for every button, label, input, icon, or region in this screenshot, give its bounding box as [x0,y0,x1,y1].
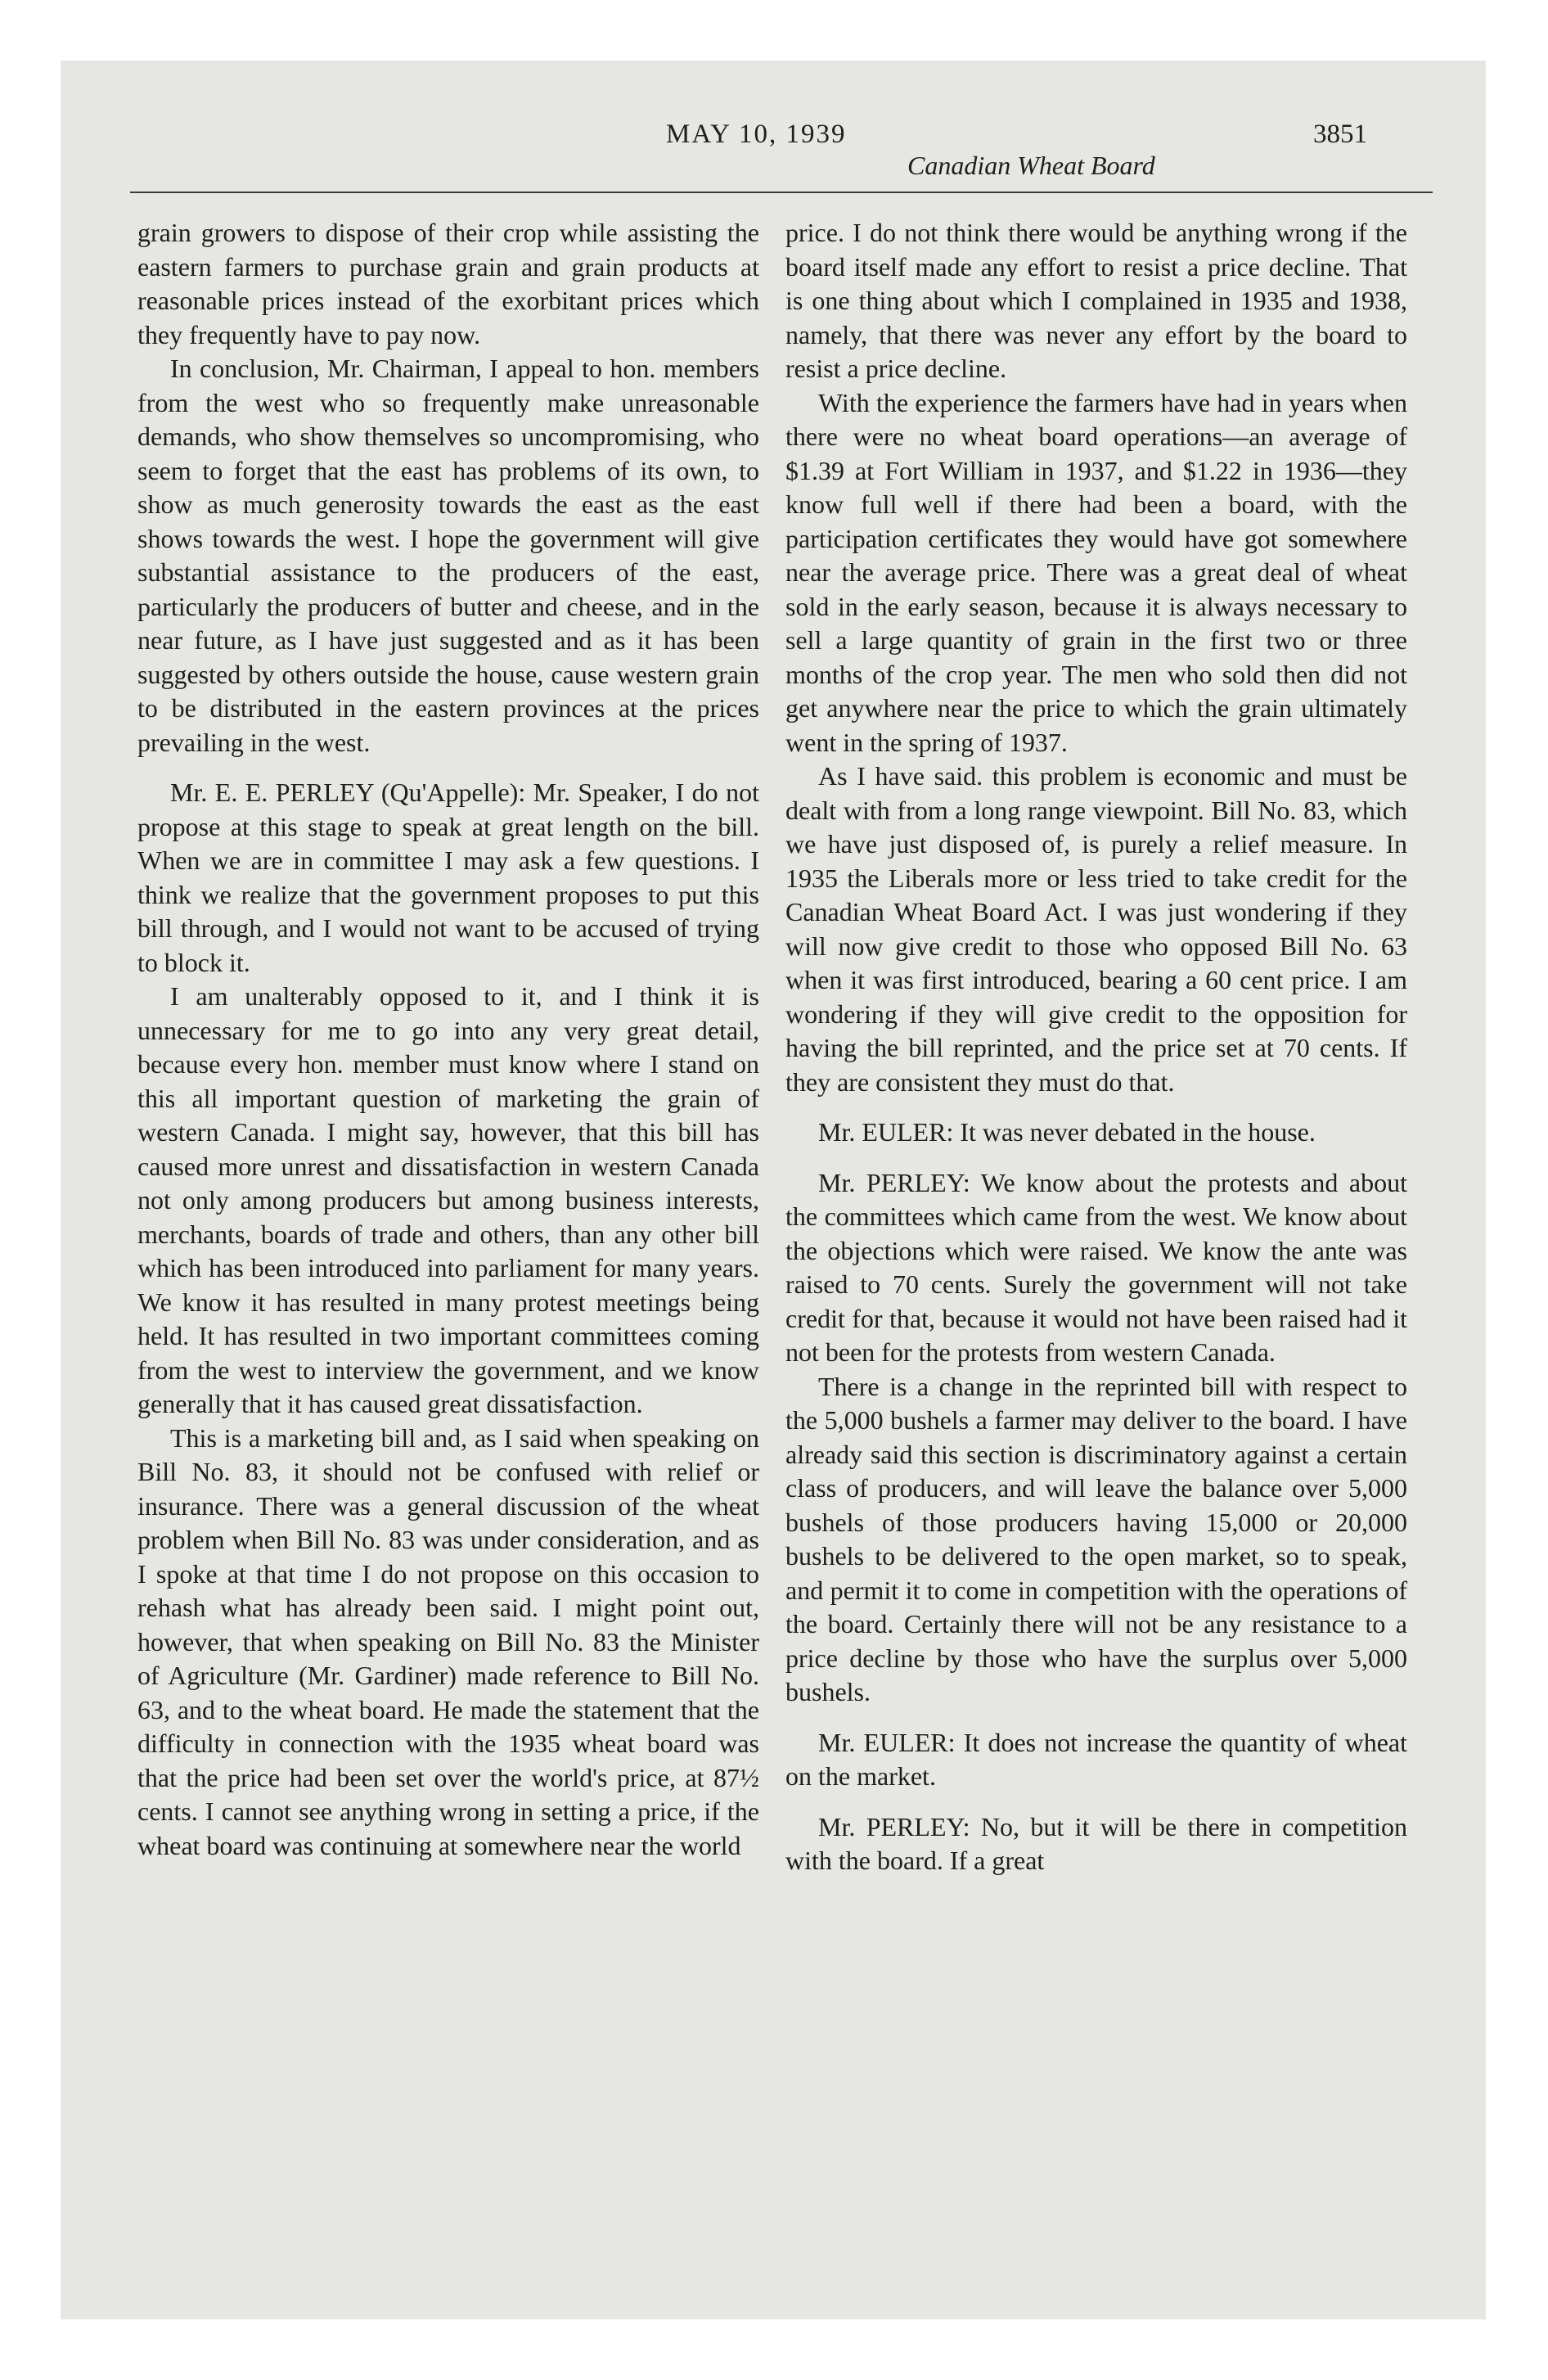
paragraph: This is a marketing bill and, as I said when speaking on Bill No. 83, it should not be confused with relief or insurance. There was a general discussion of the wheat problem when Bill No. 83 was under consideration, and as I spoke at that time I do not propose on this occasion to rehash what has already been said. I might point out, however, that when speaking on Bill No. 83 the Minister of Agriculture (Mr. Gardiner) made reference to Bill No. 63, and to the wheat board. He made the statement that the difficulty in connection with the 1935 wheat board was that the price had been set over the world's price, at 87½ cents. I cannot see anything wrong in setting a price, if the wheat board was continuing at somewhere near the world [137,1422,759,1860]
paragraph: price. I do not think there would be anything wrong if the board itself made any effort to resist a price decline. That is one thing about which I complained in 1935 and 1938, namely, that there was never any effort by the board to resist a price decline. [785,218,1407,383]
paragraph: I am unalterably opposed to it, and I think it is unnecessary for me to go into any very great detail, because every hon. member must know where I stand on this all important question of marketing the grain of western Canada. I might say, however, that this bill has caused more unrest and dissatisfaction in western Canada not only among producers but among business interests, merchants, boards of trade and others, than any other bill which has been introduced into parliament for many years. We know it has resulted in many protest meetings being held. It has resulted in two important committees coming from the west to interview the government, and we know generally that it has caused great dissatisfaction. [137,981,759,1418]
paragraph: Mr. PERLEY: No, but it will be there in competition with the board. If a great [785,1811,1407,1875]
header-rule [130,192,1433,193]
left-column [137,216,759,1863]
paragraph: Mr. EULER: It was never debated in the house. [818,1117,1316,1147]
running-title: Canadian Wheat Board [907,151,1155,180]
paragraph: Mr. EULER: It does not increase the quantity of wheat on the market. [785,1727,1407,1791]
paragraph: In conclusion, Mr. Chairman, I appeal to hon. members from the west who so frequently make unreasonable demands, who show themselves so uncompromising, who seem to forget that the east has problems of its own, to show as much generosity towards the east as the east shows towards the west. I hope the government will give substantial assistance to the producers of the east, particularly the producers of butter and cheese, and in the near future, as I have just suggested and as it has been suggested by others outside the house, cause western grain to be distributed in the eastern provinces at the prices prevailing in the west. [137,354,759,757]
paragraph: grain growers to dispose of their crop while assisting the eastern farmers to purchase grain and grain products at reasonable prices instead of the exorbitant prices which they frequently have to pay now. [137,218,759,349]
page-sheet [61,61,1486,2319]
page-number: 3851 [1313,119,1367,149]
paragraph: As I have said. this problem is economic and must be dealt with from a long range viewpoint. Bill No. 83, which we have just disposed of, is purely a relief measure. In 1935 the Liberals more or less tried to take credit for the Canadian Wheat Board Act. I was just wondering if they will now give credit to those who opposed Bill No. 63 when it was first introduced, bearing a 60 cent price. I am wondering if they will give credit to the opposition for having the bill reprinted, and the price set at 70 cents. If they are consistent they must do that. [785,761,1407,1097]
paragraph: There is a change in the reprinted bill with respect to the 5,000 bushels a farmer may deliver to the board. I have already said this section is discriminatory against a certain class of producers, and will leave the balance over 5,000 bushels of those producers having 15,000 or 20,000 bushels to be delivered to the open market, so to speak, and permit it to come in competition with the operations of the board. Certainly there will not be any resistance to a price decline by those who have the surplus over 5,000 bushels. [785,1371,1407,1706]
right-column [785,216,1407,1878]
paragraph: Mr. E. E. PERLEY (Qu'Appelle): Mr. Speaker, I do not propose at this stage to speak at great length on the bill. When we are in committee I may ask a few questions. I think we realize that the government proposes to put this bill through, and I would not want to be accused of trying to block it. [137,778,759,977]
paragraph: Mr. PERLEY: We know about the protests and about the committees which came from the west. We know about the objections which were raised. We know the ante was raised to 70 cents. Surely the government will not take credit for that, because it would not have been raised had it not been for the protests from western Canada. [785,1167,1407,1367]
page-date: MAY 10, 1939 [666,119,847,149]
paragraph: With the experience the farmers have had in years when there were no wheat board operations—an average of $1.39 at Fort William in 1937, and $1.22 in 1936—they know full well if there had been a board, with the participation certificates they would have got somewhere near the average price. There was a great deal of wheat sold in the early season, because it is always necessary to sell a large quantity of grain in the first two or three months of the crop year. The men who sold then did not get anywhere near the price to which the grain ultimately went in the spring of 1937. [785,387,1407,757]
